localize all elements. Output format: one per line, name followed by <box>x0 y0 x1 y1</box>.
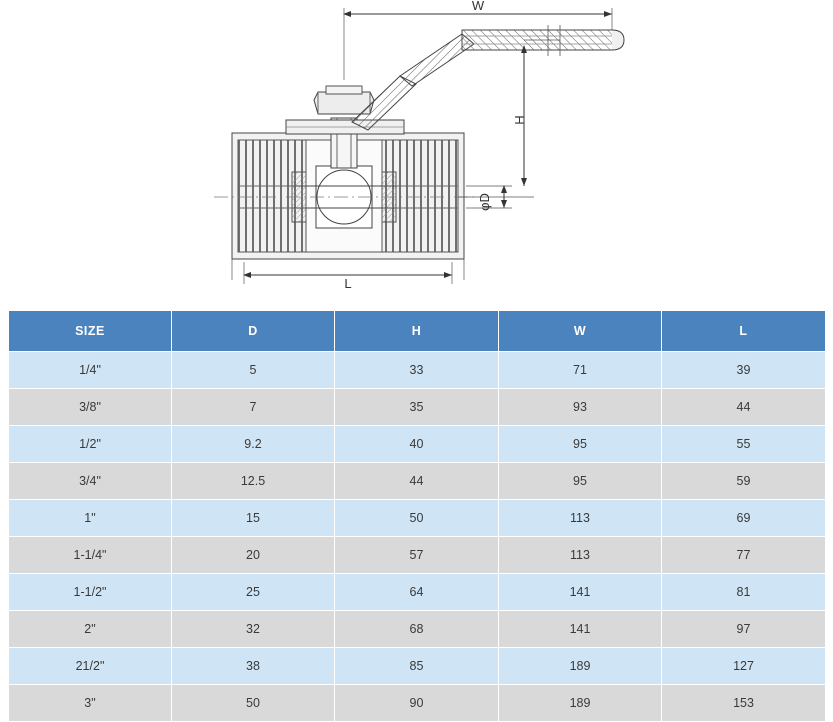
cell-l: 77 <box>662 537 826 574</box>
svg-text:L: L <box>344 276 352 291</box>
cell-d: 9.2 <box>172 426 335 463</box>
cell-size: 2" <box>9 611 172 648</box>
cell-w: 141 <box>499 611 662 648</box>
cell-h: 64 <box>335 574 499 611</box>
table-row <box>9 611 826 648</box>
column-header-w: W <box>499 311 662 352</box>
cell-size: 3/8" <box>9 389 172 426</box>
table-row <box>9 500 826 537</box>
cell-h: 85 <box>335 648 499 685</box>
cell-w: 95 <box>499 463 662 500</box>
cell-w: 93 <box>499 389 662 426</box>
column-header-size: SIZE <box>9 311 172 352</box>
table-row <box>9 537 826 574</box>
cell-d: 7 <box>172 389 335 426</box>
cell-h: 33 <box>335 352 499 389</box>
table-row <box>9 352 826 389</box>
table-row <box>9 685 826 722</box>
cell-size: 1" <box>9 500 172 537</box>
cell-l: 39 <box>662 352 826 389</box>
cell-size: 3/4" <box>9 463 172 500</box>
cell-size: 1/2" <box>9 426 172 463</box>
cell-size: 1-1/2" <box>9 574 172 611</box>
cell-w: 141 <box>499 574 662 611</box>
cell-l: 97 <box>662 611 826 648</box>
dimension-table-container <box>8 310 825 722</box>
cell-h: 44 <box>335 463 499 500</box>
cell-l: 69 <box>662 500 826 537</box>
valve-drawing <box>0 0 833 300</box>
table-row <box>9 574 826 611</box>
cell-d: 5 <box>172 352 335 389</box>
cell-size: 1-1/4" <box>9 537 172 574</box>
svg-text:φD: φD <box>477 193 492 211</box>
table-header-row <box>9 311 826 352</box>
cell-d: 25 <box>172 574 335 611</box>
column-header-l: L <box>662 311 826 352</box>
cell-l: 55 <box>662 426 826 463</box>
cell-h: 40 <box>335 426 499 463</box>
cell-w: 95 <box>499 426 662 463</box>
cell-size: 21/2" <box>9 648 172 685</box>
cell-d: 20 <box>172 537 335 574</box>
cell-l: 59 <box>662 463 826 500</box>
cell-d: 32 <box>172 611 335 648</box>
cell-h: 35 <box>335 389 499 426</box>
table-row <box>9 389 826 426</box>
cell-size: 1/4" <box>9 352 172 389</box>
cell-l: 81 <box>662 574 826 611</box>
table-row <box>9 648 826 685</box>
cell-d: 50 <box>172 685 335 722</box>
cell-h: 90 <box>335 685 499 722</box>
column-header-h: H <box>335 311 499 352</box>
column-header-d: D <box>172 311 335 352</box>
cell-size: 3" <box>9 685 172 722</box>
dimension-table <box>8 310 826 722</box>
cell-l: 153 <box>662 685 826 722</box>
cell-w: 189 <box>499 685 662 722</box>
cell-w: 189 <box>499 648 662 685</box>
cell-d: 38 <box>172 648 335 685</box>
cell-d: 12.5 <box>172 463 335 500</box>
cell-w: 71 <box>499 352 662 389</box>
svg-text:W: W <box>471 0 485 13</box>
table-row <box>9 426 826 463</box>
cell-l: 44 <box>662 389 826 426</box>
svg-text:H: H <box>512 115 527 125</box>
cell-w: 113 <box>499 500 662 537</box>
cell-d: 15 <box>172 500 335 537</box>
cell-h: 68 <box>335 611 499 648</box>
table-row <box>9 463 826 500</box>
cell-h: 57 <box>335 537 499 574</box>
cell-l: 127 <box>662 648 826 685</box>
cell-h: 50 <box>335 500 499 537</box>
cell-w: 113 <box>499 537 662 574</box>
